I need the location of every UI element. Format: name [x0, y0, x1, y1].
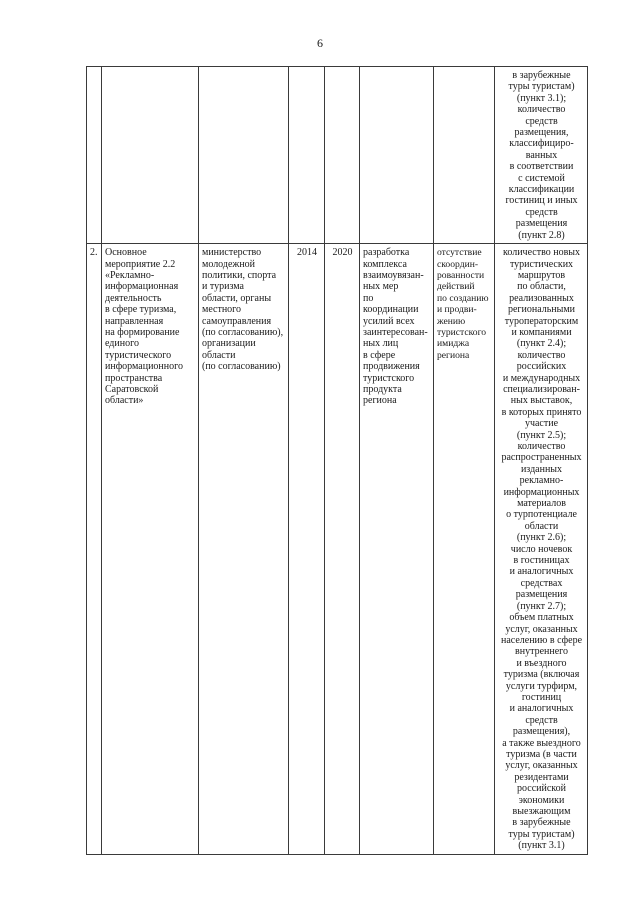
cell-expected-result: разработка комплекса взаимоувязан- ных мер по координации усилий всех заинтересован- ных лиц в сфере продвижения туристского продукта региона — [360, 244, 434, 855]
cell-consequence-empty — [434, 67, 495, 244]
cell-indicators-continuation: в зарубежные туры туристам) (пункт 3.1); количество средств размещения, классифициро- ванных в соответствии с системой классификации гостиниц и иных средств размещения (пункт 2.8) — [495, 67, 588, 244]
page-number: 6 — [317, 36, 323, 50]
cell-name-empty — [102, 67, 199, 244]
cell-start-year: 2014 — [289, 244, 325, 855]
table-row-2 — [87, 244, 588, 855]
cell-consequence: отсутствие скоордин- рованности действий по созданию и продви- жению туристского имиджа региона — [434, 244, 495, 855]
cell-executor-empty — [199, 67, 289, 244]
cell-number-empty — [87, 67, 102, 244]
cell-end-year: 2020 — [325, 244, 360, 855]
cell-executor: министерство молодежной политики, спорта и туризма области, органы местного самоуправления (по согласованию), организации области (по согласованию) — [199, 244, 289, 855]
program-measures-table — [86, 66, 588, 855]
cell-measure-name: Основное мероприятие 2.2 «Рекламно- информационная деятельность в сфере туризма, направленная на формирование единого туристического информационного пространства Саратовской области» — [102, 244, 199, 855]
cell-start-year-empty — [289, 67, 325, 244]
cell-indicators: количество новых туристических маршрутов по области, реализованных региональными туроператорским и компаниями (пункт 2.4); количество российских и международных специализирован- ных выставок, в которых принято участие (пункт 2.5); количество распространенных изданных рекламно- информационных материалов о турпотенциале области (пункт 2.6); число ночевок в гостиницах и аналогичных средствах размещения (пункт 2.7); объем платных услуг, оказанных населению в сфере внутреннего и въездного туризма (включая услуги турфирм, гостиниц и аналогичных средств размещения), а также выездного туризма (в части услуг, оказанных резидентами российской экономики выезжающим в зарубежные туры туристам) (пункт 3.1) — [495, 244, 588, 855]
table-row-continuation — [87, 67, 588, 244]
cell-number: 2. — [87, 244, 102, 855]
cell-result-empty — [360, 67, 434, 244]
cell-end-year-empty — [325, 67, 360, 244]
